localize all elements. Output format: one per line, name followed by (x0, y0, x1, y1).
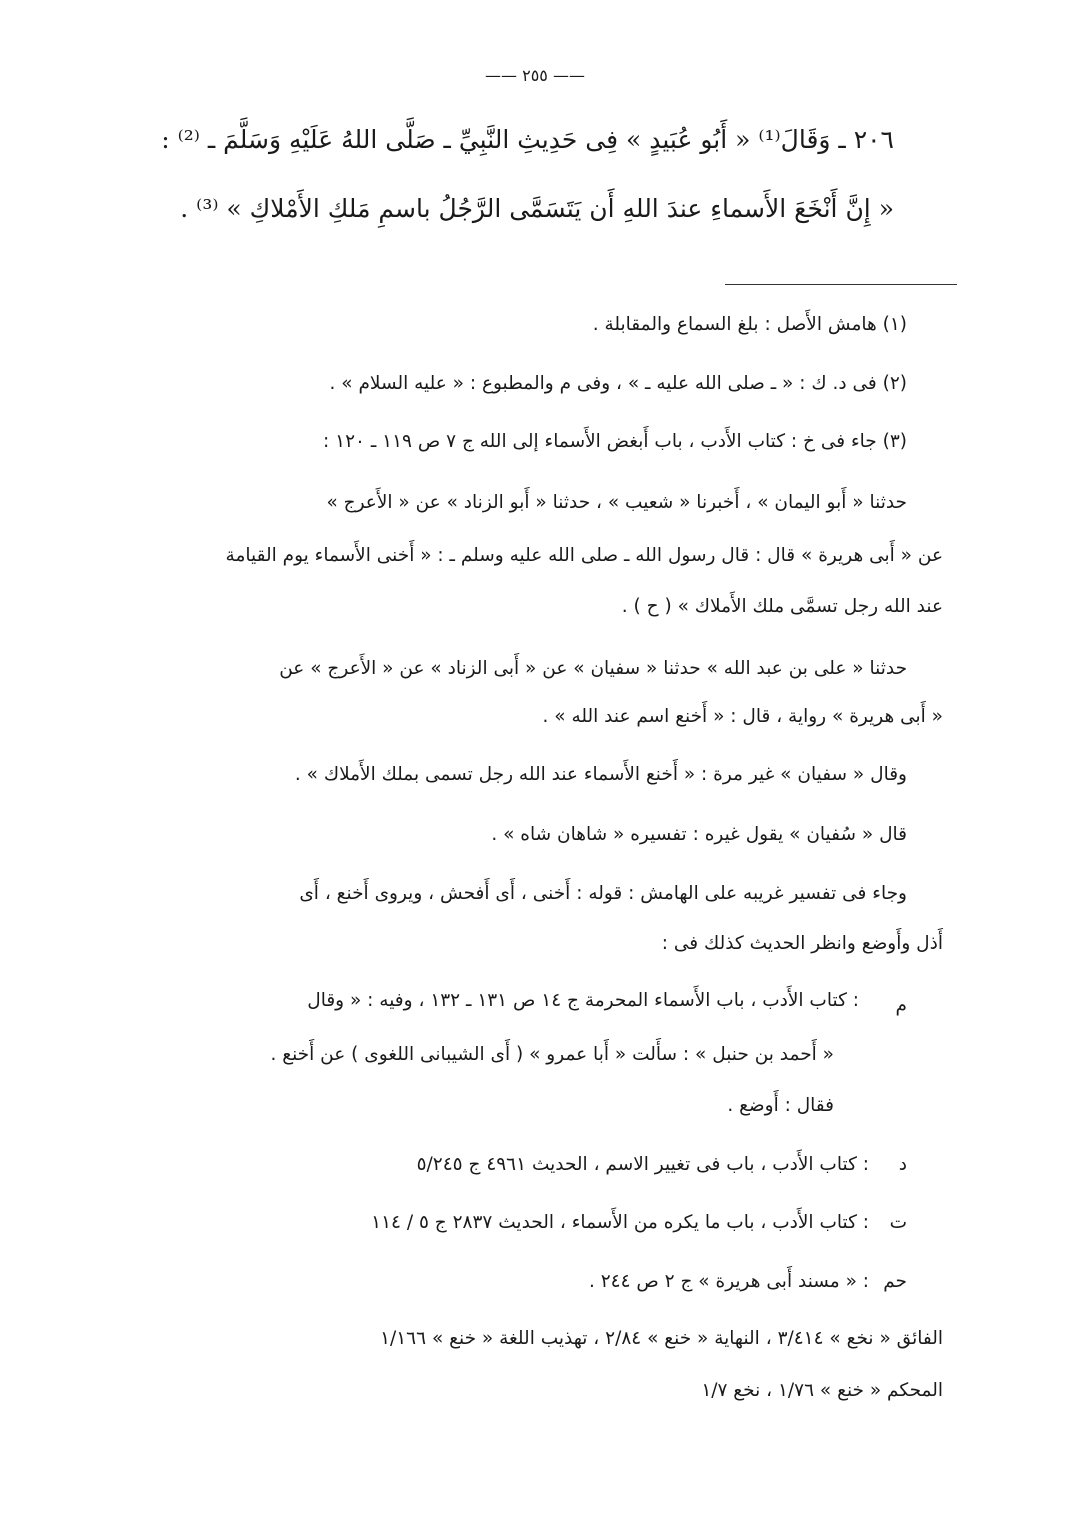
footnote-2: (٢) فى د. ك : « ـ صلى الله عليه ـ » ، وفى م والمطبوع : « عليه السلام » . (329, 373, 907, 394)
main-text-line-1: ٢٠٦ ـ وَقَالَ⁽¹⁾ « أَبُو عُبَيدٍ » فِى حَدِيثِ النَّبِيِّ ـ صَلَّى اللهُ عَلَيْهِ وَسَلَّمَ ـ ⁽²⁾ : (161, 125, 894, 154)
footnote-3-line-5: حدثنا « على بن عبد الله » حدثنا « سفيان » عن « أَبى الزناد » عن « الأَعرج » عن (279, 658, 907, 679)
lexicon-line-1: الفائق « نخع » ٣/٤١٤ ، النهاية « خنع » ٢/٨٤ ، تهذيب اللغة « خنع » ١/١٦٦ (380, 1328, 943, 1349)
source-m-line-2: « أَحمد بن حنبل » : سأَلت « أَبا عمرو » ( أَى الشيبانى اللغوى ) عن أَخنع . (270, 1044, 834, 1065)
footnote-3-line-10: أَذل وأَوضع وانظر الحديث كذلك فى : (661, 933, 943, 954)
source-hm-label: حم (883, 1271, 907, 1292)
footnote-3-line-3: عن « أَبى هريرة » قال : قال رسول الله ـ صلى الله عليه وسلم ـ : « أَخنى الأَسماء يوم القيامة (225, 545, 943, 566)
source-m-line-1: : كتاب الأَدب ، باب الأَسماء المحرمة ج ١٤ ص ١٣١ ـ ١٣٢ ، وفيه : « وقال (307, 990, 859, 1011)
source-m-label: م (895, 995, 907, 1016)
footnote-3-line-8: قال « سُفيان » يقول غيره : تفسيره « شاهان شاه » . (491, 824, 907, 845)
footnote-1: (١) هامش الأَصل : بلغ السماع والمقابلة . (592, 314, 907, 335)
footnote-3-line-9: وجاء فى تفسير غريبه على الهامش : قوله : أَخنى ، أَى أَفحش ، ويروى أَخنع ، أَى (299, 883, 907, 904)
lexicon-line-2: المحكم « خنع » ١/٧٦ ، نخع ١/٧ (701, 1380, 943, 1401)
footnote-3-line-1: (٣) جاء فى خ : كتاب الأَدب ، باب أَبغض الأَسماء إلى الله ج ٧ ص ١١٩ ـ ١٢٠ : (323, 431, 907, 452)
main-text-line-2: « إِنَّ أَنْخَعَ الأَسماءِ عندَ اللهِ أَن يَتَسَمَّى الرَّجُلُ باسمِ مَلكِ الأَمْلاكِ » ⁽³⁾ . (180, 194, 894, 223)
footnote-separator (725, 284, 957, 285)
footnote-3-line-7: وقال « سفيان » غير مرة : « أَخنع الأَسماء عند الله رجل تسمى بملك الأَملاك » . (294, 764, 907, 785)
footnote-3-line-2: حدثنا « أَبو اليمان » ، أَخبرنا « شعيب » ، حدثنا « أَبو الزناد » عن « الأَعرج » (326, 492, 907, 513)
source-t-line: : كتاب الأَدب ، باب ما يكره من الأَسماء ، الحديث ٢٨٣٧ ج ٥ / ١١٤ (371, 1212, 869, 1233)
source-m-line-3: فقال : أَوضع . (727, 1095, 834, 1116)
page-number: —— ٢٥٥ —— (485, 66, 585, 85)
source-t-label: ت (889, 1212, 907, 1233)
source-hm-line: : « مسند أَبى هريرة » ج ٢ ص ٢٤٤ . (588, 1271, 869, 1292)
footnote-3-line-4: عند الله رجل تسمَّى ملك الأَملاك » ( ح ) . (621, 596, 943, 617)
footnote-3-line-6: « أَبى هريرة » رواية ، قال : « أَخنع اسم عند الله » . (542, 706, 943, 727)
source-d-line: : كتاب الأَدب ، باب فى تغيير الاسم ، الحديث ٤٩٦١ ج ٥/٢٤٥ (416, 1154, 869, 1175)
source-d-label: د (898, 1154, 907, 1175)
